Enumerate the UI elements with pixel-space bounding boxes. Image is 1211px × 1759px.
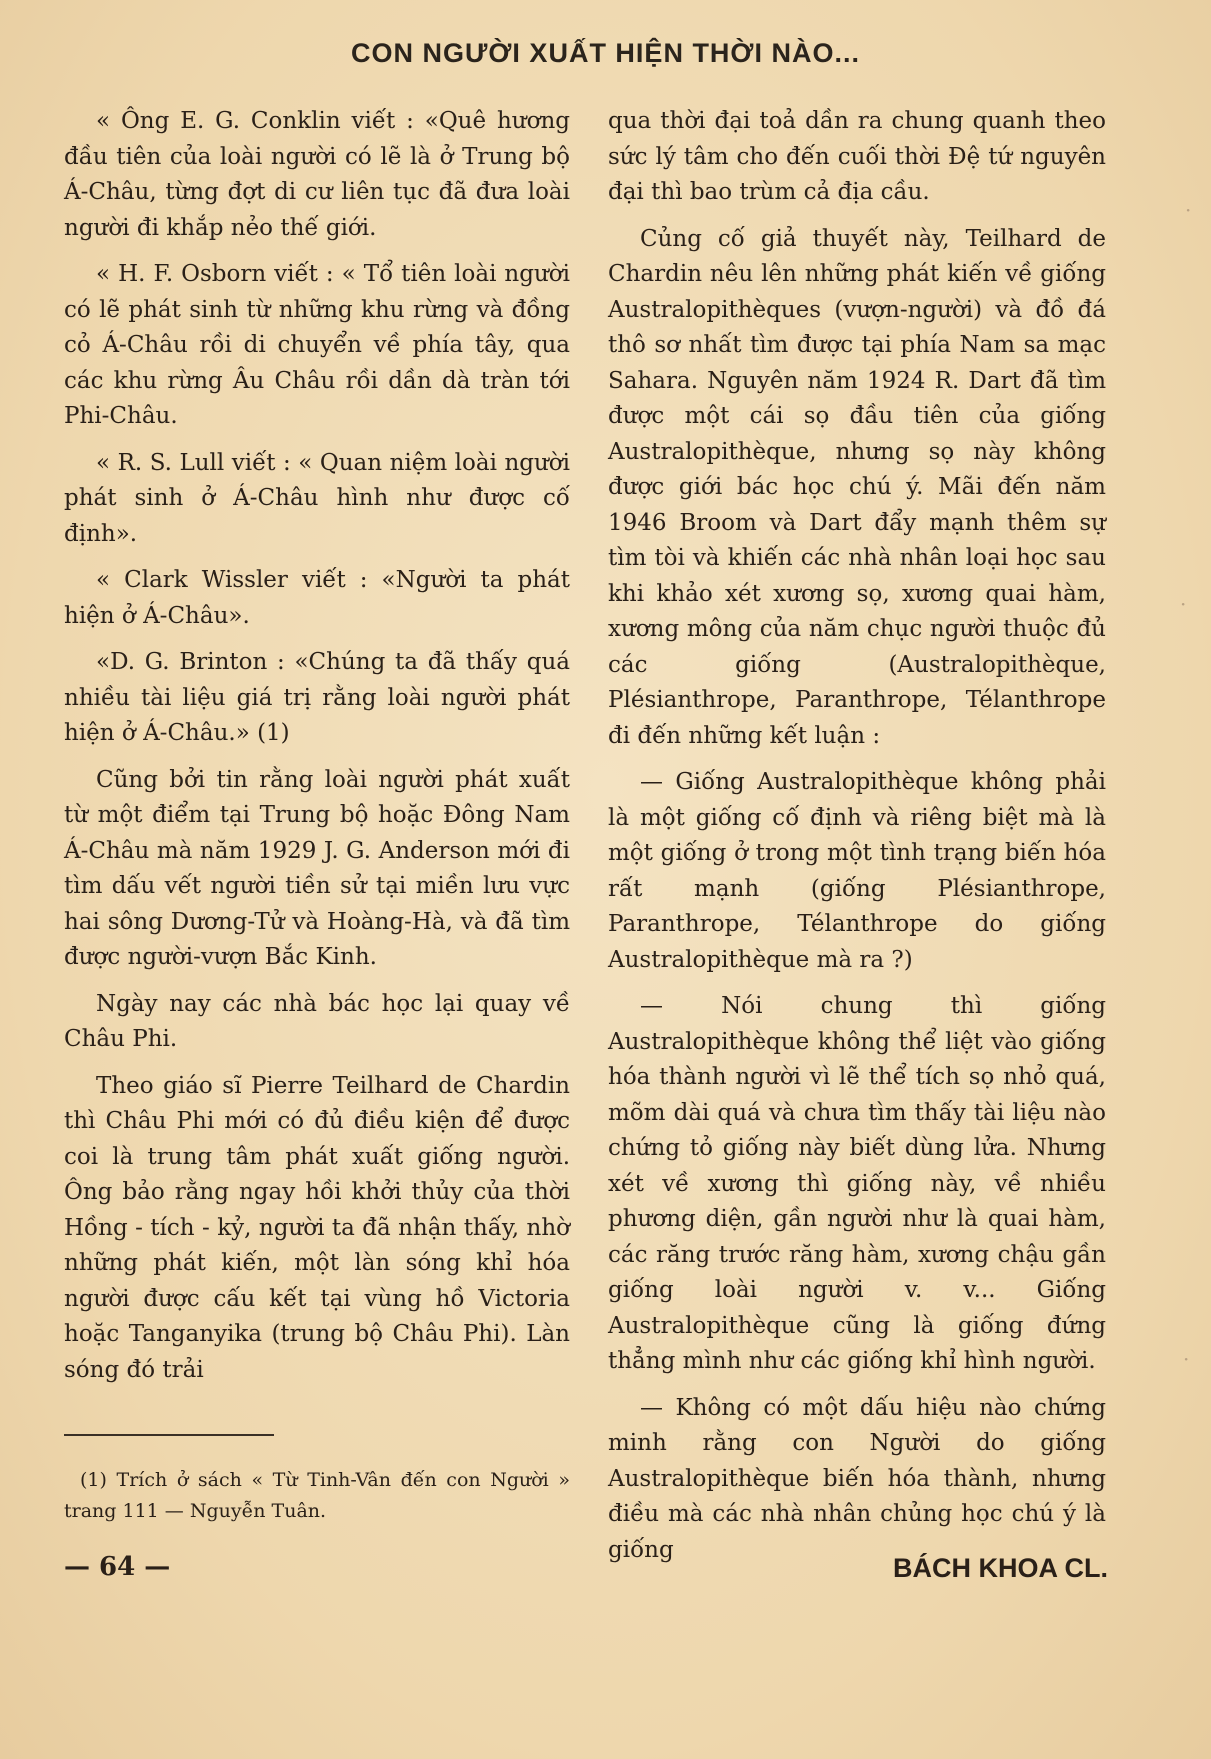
paragraph: « Clark Wissler viết : «Người ta phát hiện ở Á-Châu». [64,567,570,629]
paragraph: «D. G. Brinton : «Chúng ta đã thấy quá nhiều tài liệu giá trị rằng loài người phát hiện ở Á-Châu.» (1) [64,649,570,746]
page-number: — 64 — [64,1552,171,1582]
paragraph: — Nói chung thì giống Australopithèque không thể liệt vào giống hóa thành người vì lẽ thể tích sọ nhỏ quá, mõm dài quá và chưa tìm thấy tài liệu nào chứng tỏ giống này biết dùng lửa. Nhưng xét về xương thì giống này, về nhiều phương diện, gần người như là quai hàm, các răng trước răng hàm, xương chậu gần giống loài người v. v... Giống Australopithèque cũng là giống đứng thẳng mình như các giống khỉ hình người. [608,993,1106,1374]
paper-speck: · [1183,1347,1190,1371]
paragraph: — Không có một dấu hiệu nào chứng minh rằng con Người do giống Australopithèque biến hóa thành, nhưng điều mà các nhà nhân chủng học chú ý là giống [608,1394,1106,1563]
right-column [608,104,1106,1579]
page-header: CON NGƯỜI XUẤT HIỆN THỜI NÀO... [351,38,860,68]
paragraph: — Giống Australopithèque không phải là một giống cố định và riêng biệt mà là một giống ở trong một tình trạng biến hóa rất mạnh (giống Plésianthrope, Paranthrope, Télanthrope do giống Australopithèque mà ra ?) [608,769,1106,973]
paper-speck: · [1185,198,1192,222]
footnote [64,1465,570,1527]
paragraph: « R. S. Lull viết : « Quan niệm loài người phát sinh ở Á-Châu hình như được cố định». [64,449,570,547]
footnote-divider [64,1434,274,1436]
paragraph: Theo giáo sĩ Pierre Teilhard de Chardin thì Châu Phi mới có đủ điều kiện để được coi là trung tâm phát xuất giống người. Ông bảo rằng ngay hồi khởi thủy của thời Hồng - tích - kỷ, người ta đã nhận thấy, nhờ những phát kiến, một làn sóng khỉ hóa người được cấu kết tại vùng hồ Victoria hoặc Tanganyika (trung bộ Châu Phi). Làn sóng đó trải [64,1072,570,1383]
publication-footer: BÁCH KHOA CL. [893,1553,1108,1583]
paragraph: « Ông E. G. Conklin viết : «Quê hương đầu tiên của loài người có lẽ là ở Trung bộ Á-Châu, từng đợt di cư liên tục đã đưa loài người đi khắp nẻo thế giới. [64,108,570,241]
paragraph: « H. F. Osborn viết : « Tổ tiên loài người có lẽ phát sinh từ những khu rừng và đồng cỏ Á-Châu rồi di chuyển về phía tây, qua các khu rừng Âu Châu rồi dần dà tràn tới Phi-Châu. [64,261,570,429]
footnote-text: (1) Trích ở sách « Từ Tinh-Vân đến con Người » trang 111 — Nguyễn Tuân. [64,1469,570,1522]
paper-speck: · [1180,592,1187,616]
paragraph: Cũng bởi tin rằng loài người phát xuất từ một điểm tại Trung bộ hoặc Đông Nam Á-Châu mà năm 1929 J. G. Anderson mới đi tìm dấu vết người tiền sử tại miền lưu vực hai sông Dương-Tử và Hoàng-Hà, và đã tìm được người-vượn Bắc Kinh. [64,766,570,970]
paragraph: Củng cố giả thuyết này, Teilhard de Chardin nêu lên những phát kiến về giống Australopithèques (vượn-người) và đồ đá thô sơ nhất tìm được tại phía Nam sa mạc Sahara. Nguyên năm 1924 R. Dart đã tìm được một cái sọ đầu tiên của giống Australopithèque, nhưng sọ này không được giới bác học chú ý. Mãi đến năm 1946 Broom và Dart đẩy mạnh thêm sự tìm tòi và khiến các nhà nhân loại học sau khi khảo xét xương sọ, xương quai hàm, xương mông của năm chục người thuộc đủ các giống (Australopithèque, Plésianthrope, Paranthrope, Télanthrope đi đến những kết luận : [608,225,1106,749]
paragraph: Ngày nay các nhà bác học lại quay về Châu Phi. [64,990,570,1052]
paragraph: qua thời đại toả dần ra chung quanh theo sức lý tâm cho đến cuối thời Đệ tứ nguyên đại thì bao trùm cả địa cầu. [608,108,1106,205]
left-column [64,104,570,1399]
